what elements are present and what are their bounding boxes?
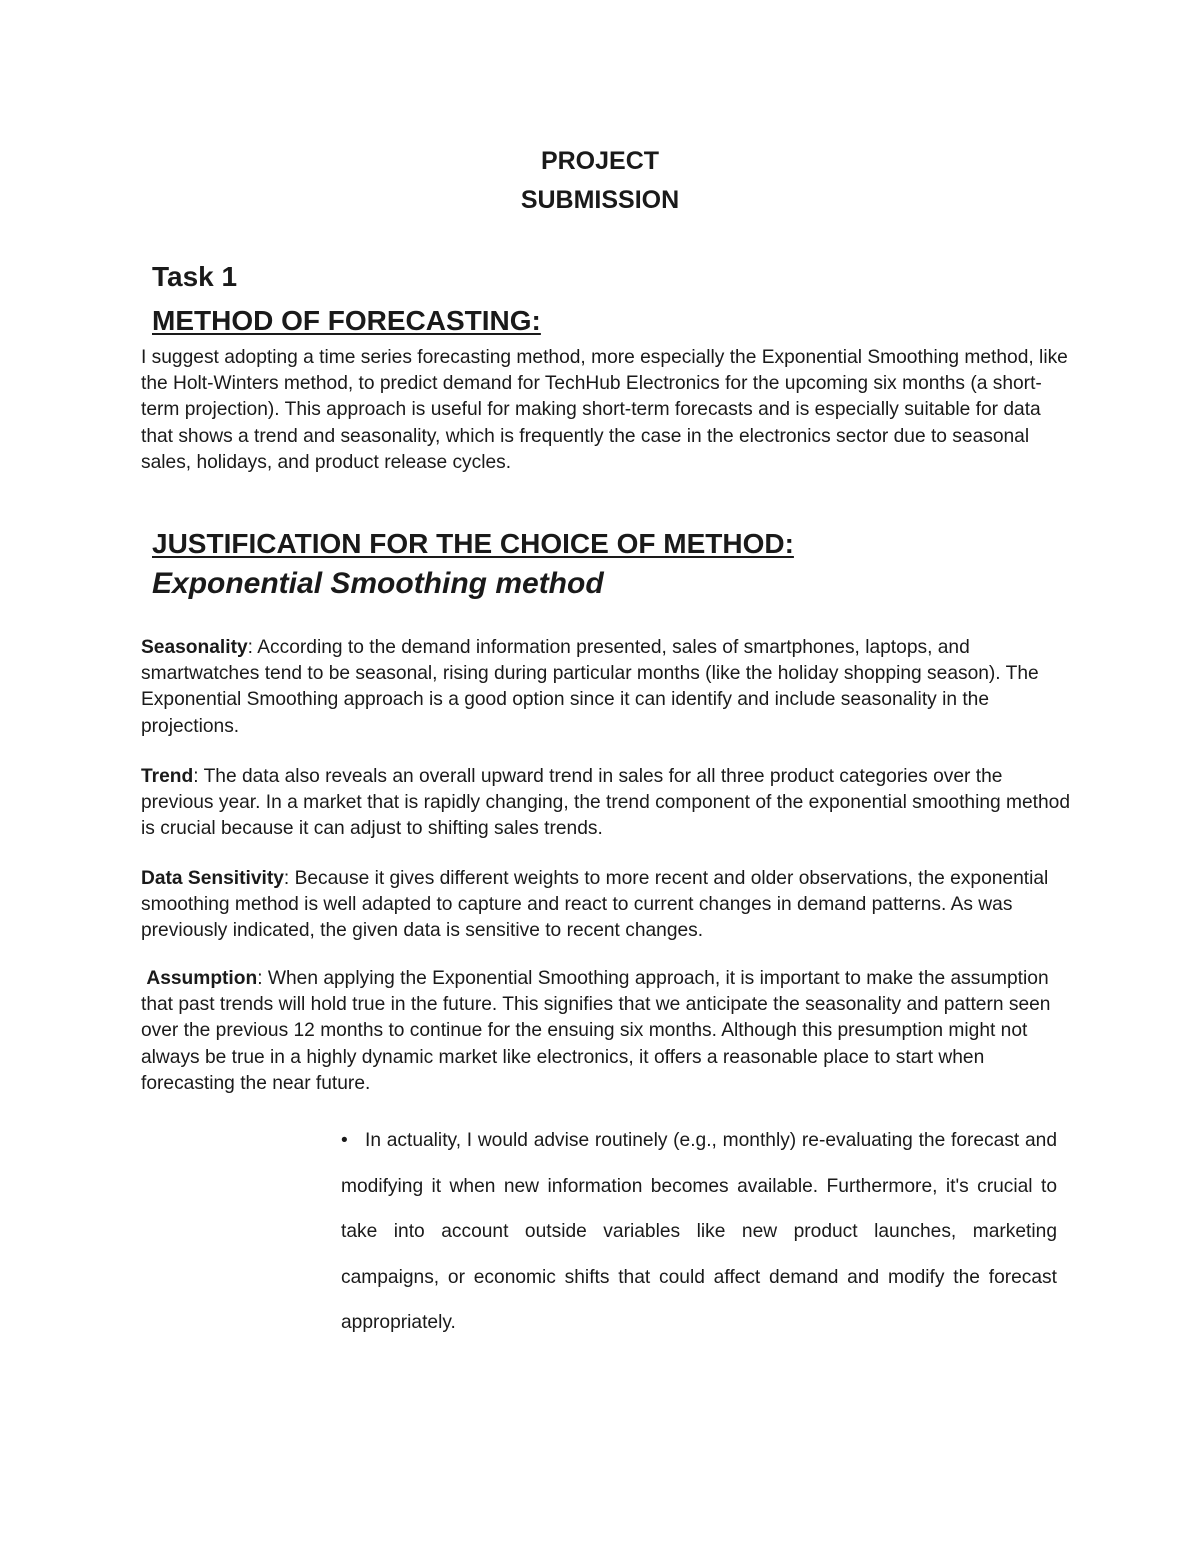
method-heading: METHOD OF FORECASTING:: [152, 305, 541, 336]
intro-paragraph: I suggest adopting a time series forecasting method, more especially the Exponential Smoothing method, like the Holt-Winters method, to predict demand for TechHub Electronics for the upcoming six months (a short-term projection). This approach is useful for making short-term forecasts and is especially suitable for data that shows a trend and seasonality, which is frequently the case in the electronics sector due to seasonal sales, holidays, and product release cycles.: [141, 347, 1068, 473]
title-line-2: SUBMISSION: [520, 186, 680, 214]
title-line-1: PROJECT: [540, 147, 660, 175]
data-sensitivity-text: : Because it gives different weights to more recent and older observations, the exponential smoothing method is well adapted to capture and react to current changes in demand patterns. As was previously indicated, the given data is sensitive to recent changes.: [141, 868, 1049, 942]
data-sensitivity-label: Data Sensitivity: [141, 868, 284, 889]
bullet-item: [341, 1118, 1057, 1346]
document-title: [0, 142, 1200, 220]
bullet-text: In actuality, I would advise routinely (e.g., monthly) re-evaluating the forecast and modifying it when new information becomes available. Furthermore, it's crucial to take into account outside variables like new product launches, marketing campaigns, or economic shifts that could affect demand and modify the forecast appropriately.: [341, 1130, 1057, 1333]
justification-heading: JUSTIFICATION FOR THE CHOICE OF METHOD:: [152, 528, 794, 559]
assumption-paragraph: [141, 966, 1071, 1097]
assumption-label: Assumption: [146, 968, 258, 989]
trend-label: Trend: [141, 766, 194, 787]
method-subheading: Exponential Smoothing method: [152, 567, 604, 600]
data-sensitivity-paragraph: [141, 866, 1071, 945]
assumption-text: : When applying the Exponential Smoothing approach, it is important to make the assumption that past trends will hold true in the future. This signifies that we anticipate the seasonality and pattern seen over the previous 12 months to continue for the ensuing six months. Although this presumption might not always be true in a highly dynamic market like electronics, it offers a reasonable place to start when forecasting the near future.: [141, 968, 1051, 1094]
trend-text: : The data also reveals an overall upward trend in sales for all three product categories over the previous year. In a market that is rapidly changing, the trend component of the exponential smoothing method is crucial because it can adjust to shifting sales trends.: [141, 766, 1071, 840]
bullet-dot-icon: •: [341, 1130, 348, 1151]
trend-paragraph: [141, 764, 1071, 843]
seasonality-text: : According to the demand information presented, sales of smartphones, laptops, and smartwatches tend to be seasonal, rising during particular months (like the holiday shopping season). The Exponential Smoothing approach is a good option since it can identify and include seasonality in the projections.: [141, 637, 1039, 737]
seasonality-label: Seasonality: [141, 637, 248, 658]
task-heading: Task 1: [152, 261, 238, 292]
seasonality-paragraph: [141, 635, 1071, 740]
